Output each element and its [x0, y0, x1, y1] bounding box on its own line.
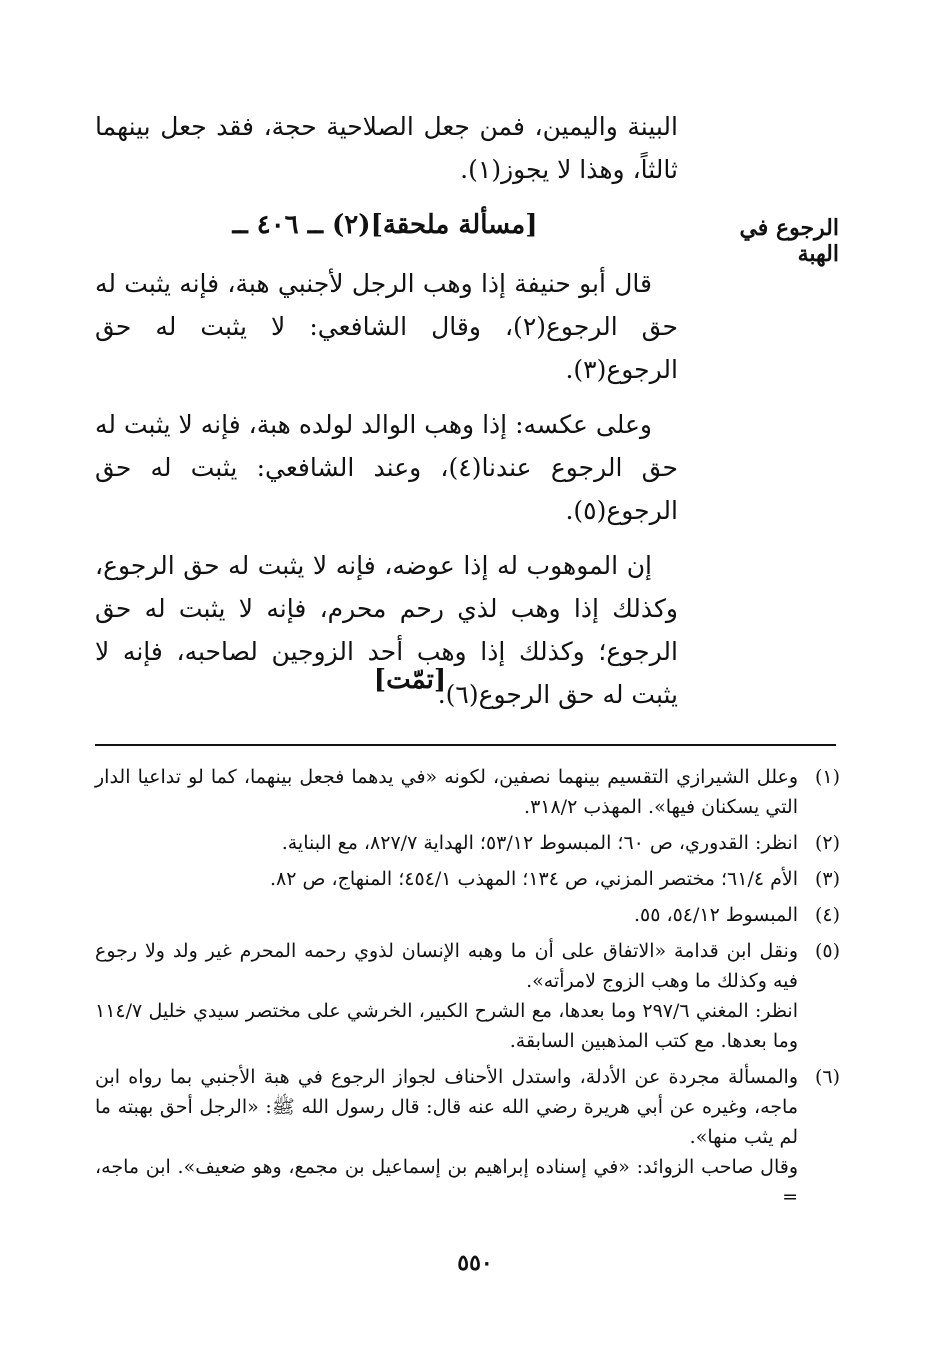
- footnote-text: ونقل ابن قدامة «الاتفاق على أن ما وهبه الإنسان لذوي رحمه المحرم غير ولد ولا رجوع فيه وكذلك ما وهب الزوج لامرأته».: [95, 940, 798, 992]
- footnote-text: وقال صاحب الزوائد: «في إسناده إبراهيم بن إسماعيل بن مجمع، وهو ضعيف». ابن ماجه، =: [95, 1156, 798, 1208]
- footnote-divider: [95, 744, 836, 746]
- main-text-body: [95, 262, 678, 716]
- footnote-text: وعلل الشيرازي التقسيم بينهما نصفين، لكونه «في يدهما فجعل بينهما، كما لو تداعيا الدار التي يسكنان فيها». المهذب ٣١٨/٢.: [95, 766, 798, 818]
- paragraph-continuation: البينة واليمين، فمن جعل الصلاحية حجة، فقد جعل بينهما ثالثاً، وهذا لا يجوز(١).: [95, 112, 678, 184]
- footnote: [95, 1062, 840, 1212]
- footnote-text: انظر: المغني ٢٩٧/٦ وما بعدها، مع الشرح الكبير، الخرشي على مختصر سيدي خليل ١١٤/٧ وما بعدها. مع كتب المذهبين السابقة.: [95, 1000, 798, 1052]
- footnote-number: (٢): [814, 832, 840, 854]
- footnote-number: (٦): [814, 1066, 840, 1088]
- main-text: [95, 105, 678, 191]
- footnote-number: (٣): [814, 868, 840, 890]
- footnotes: [95, 762, 840, 1218]
- paragraph-reverse: وعلى عكسه: إذا وهب الوالد لولده هبة، فإنه لا يثبت له حق الرجوع عندنا(٤)، وعند الشافعي: يثبت له حق الرجوع(٥).: [95, 410, 678, 525]
- footnote-number: (١): [814, 766, 840, 788]
- footnote: [95, 864, 840, 894]
- footnote: [95, 900, 840, 930]
- footnote-text: انظر: القدوري، ص ٦٠؛ المبسوط ٥٣/١٢؛ الهداية ٨٢٧/٧، مع البناية.: [281, 832, 798, 854]
- footnote-number: (٤): [814, 904, 840, 926]
- footnote: [95, 828, 840, 858]
- paragraph-abu-hanifa: قال أبو حنيفة إذا وهب الرجل لأجنبي هبة، فإنه يثبت له حق الرجوع(٢)، وقال الشافعي: لا يثبت له حق الرجوع(٣).: [95, 269, 678, 384]
- section-heading: [مسألة ملحقة](٢) ــ ٤٠٦ ــ: [232, 210, 538, 240]
- margin-note: الرجوع في الهبة: [739, 215, 839, 267]
- paragraph-exceptions: إن الموهوب له إذا عوضه، فإنه لا يثبت له حق الرجوع، وكذلك إذا وهب لذي رحم محرم، فإنه لا يثبت له حق الرجوع؛ وكذلك إذا وهب أحد الزوجين لصاحبه، فإنه لا يثبت له حق الرجوع(٦).: [95, 551, 678, 709]
- footnote-text: والمسألة مجردة عن الأدلة، واستدل الأحناف لجواز الرجوع في هبة الأجنبي بما رواه ابن ماجه، وغيره عن أبي هريرة رضي الله عنه قال: قال رسول الله ﷺ: «الرجل أحق بهبته ما لم يثب منها».: [95, 1066, 798, 1148]
- footnote: [95, 762, 840, 822]
- footnote-text: الأم ٦١/٤؛ مختصر المزني، ص ١٣٤؛ المهذب ٤٥٤/١؛ المنهاج، ص ٨٢.: [269, 868, 798, 890]
- footnote: [95, 936, 840, 1056]
- footnote-text: المبسوط ٥٤/١٢، ٥٥.: [633, 904, 798, 926]
- end-marker: [تمّت]: [373, 665, 447, 695]
- footnote-number: (٥): [814, 940, 840, 962]
- page-number: ٥٥٠: [457, 1250, 493, 1276]
